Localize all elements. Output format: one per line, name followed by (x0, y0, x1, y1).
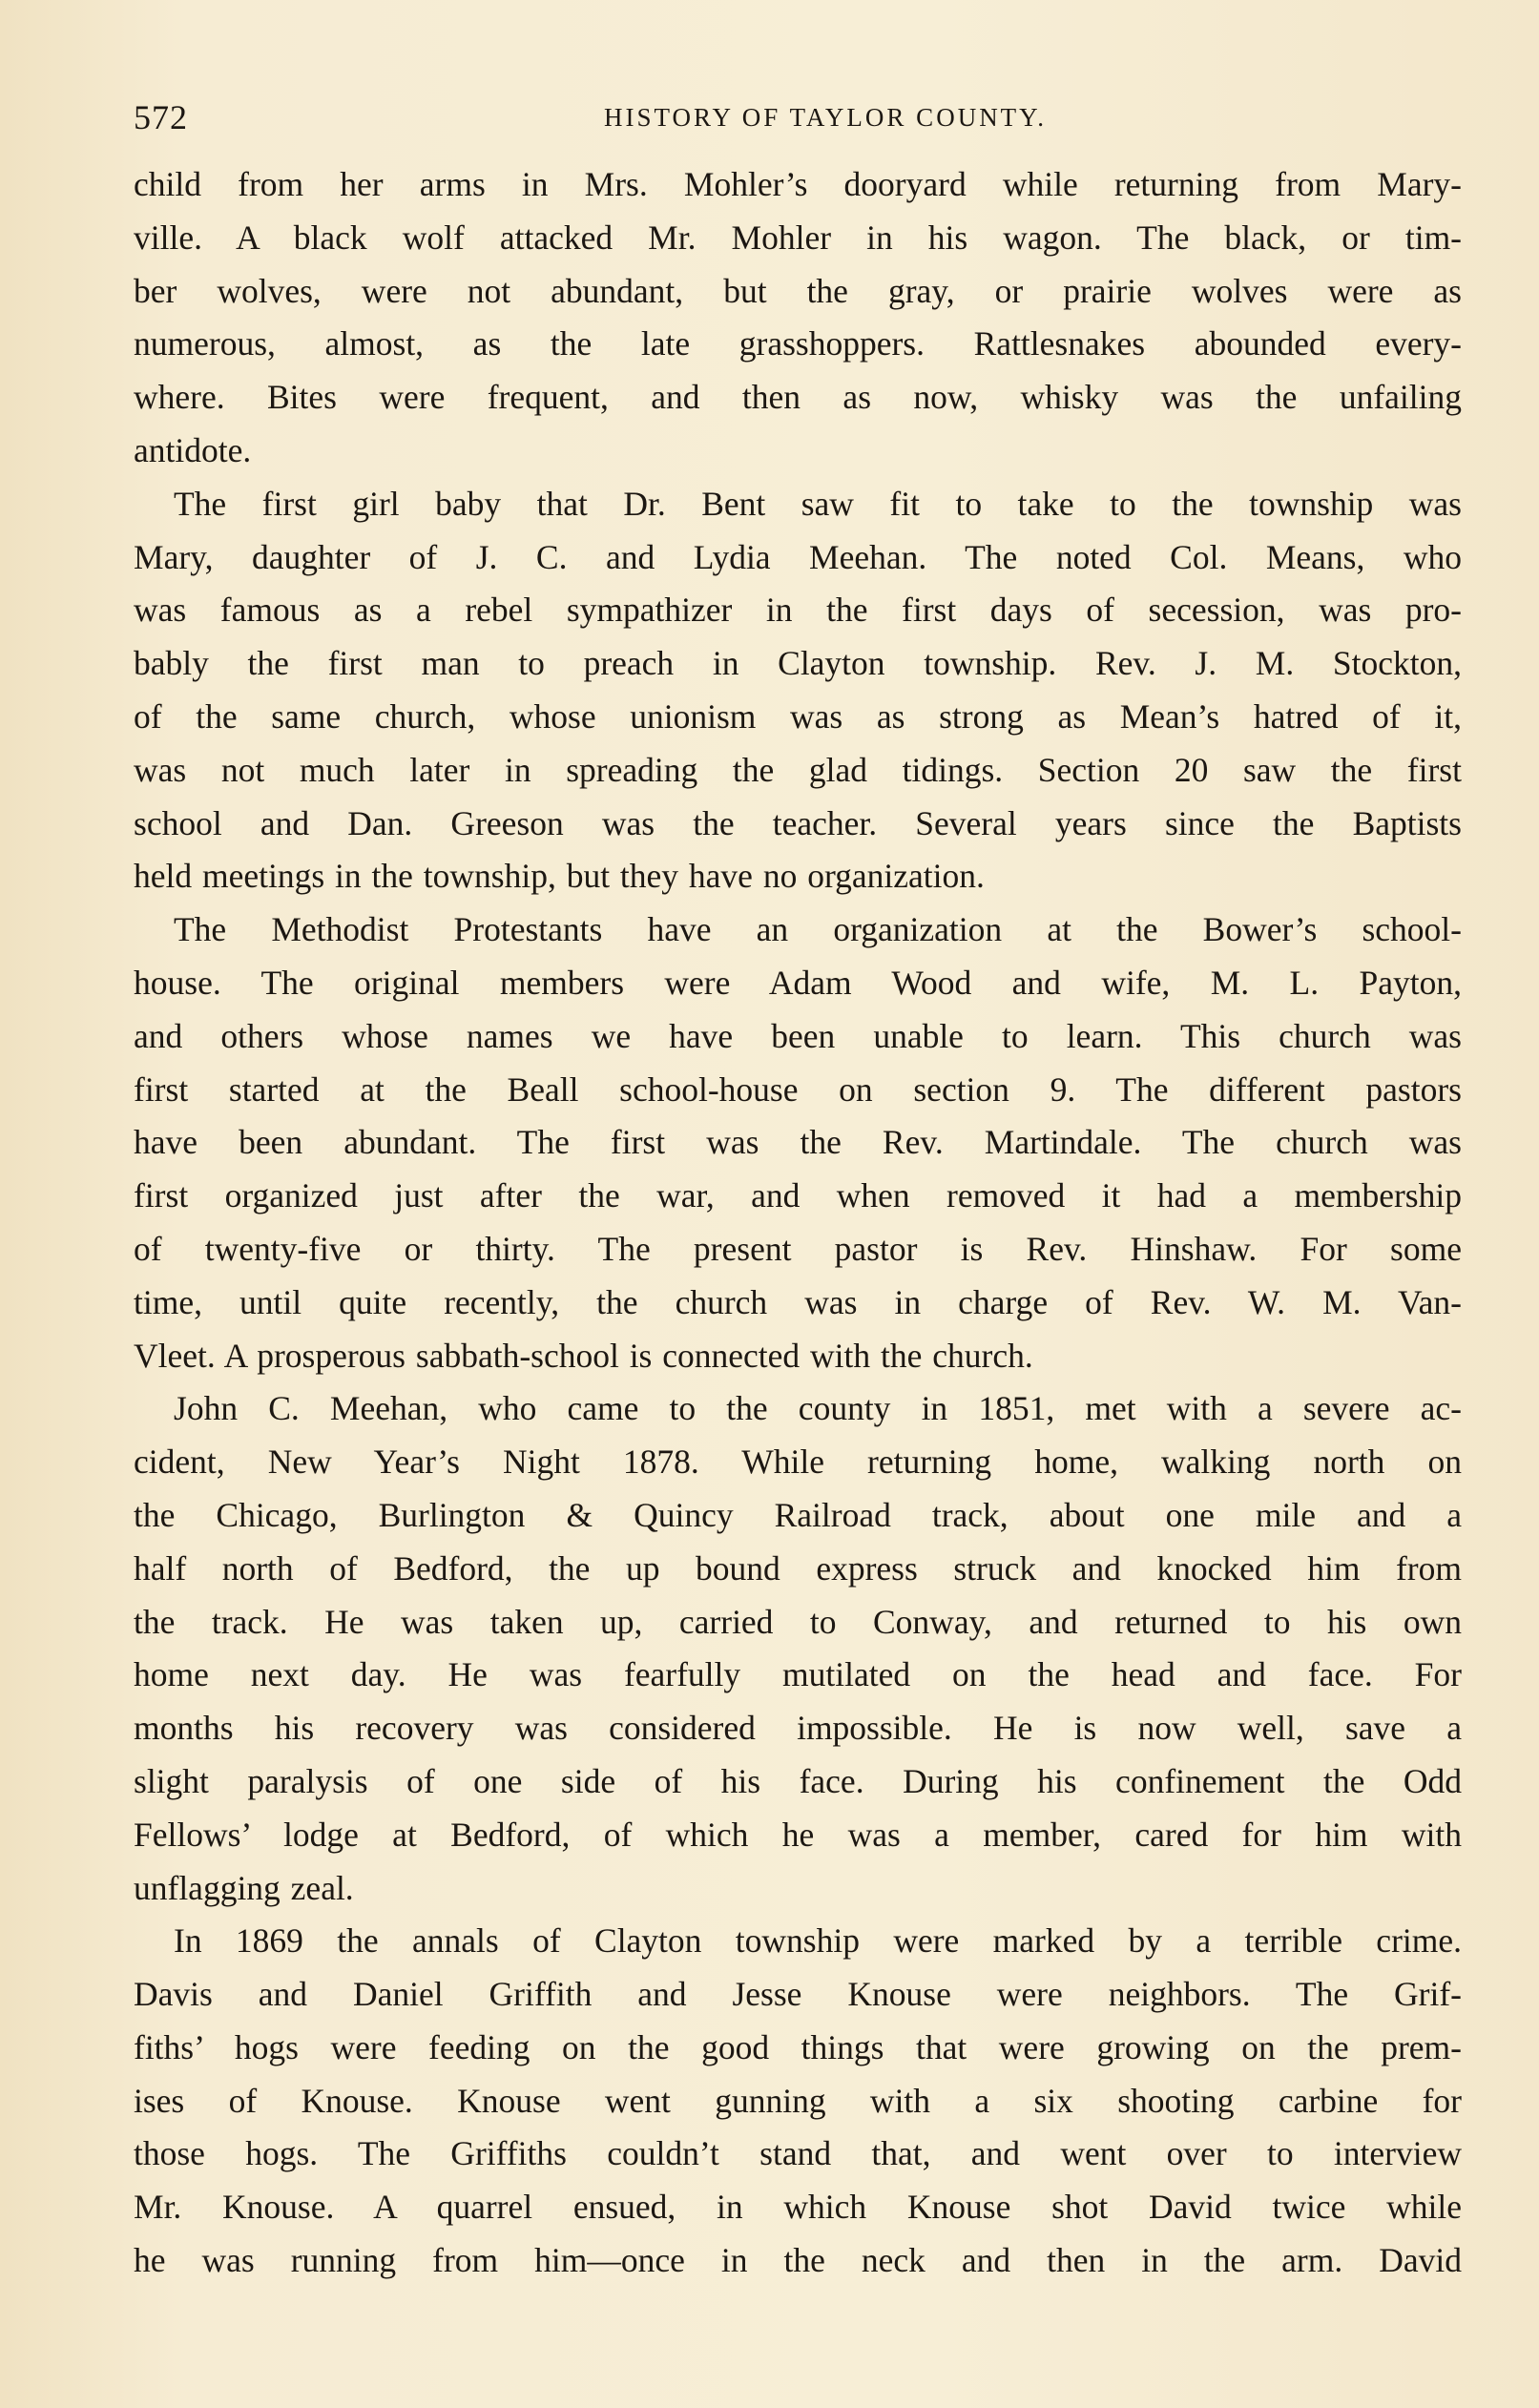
text-line: slight paralysis of one side of his face. During his confinement the Odd (134, 1761, 1462, 1800)
text-line: The Methodist Protestants have an organization at the Bower’s school- (174, 910, 1462, 949)
text-line: In 1869 the annals of Clayton township were marked by a terrible crime. (174, 1921, 1462, 1961)
text-line: antidote. (134, 430, 252, 469)
paragraph (134, 1382, 1462, 1915)
text-line: ises of Knouse. Knouse went gunning with a six shooting carbine for (134, 2081, 1462, 2120)
text-line: home next day. He was fearfully mutilated on the head and face. For (134, 1655, 1462, 1694)
text-line: school and Dan. Greeson was the teacher. Several years since the Baptists (134, 803, 1462, 842)
text-line: first started at the Beall school-house on section 9. The different pastors (134, 1069, 1462, 1109)
text-line: unflagging zeal. (134, 1868, 354, 1907)
text-line: The first girl baby that Dr. Bent saw fit to take to the township was (174, 484, 1462, 523)
text-line: and others whose names we have been unable to learn. This church was (134, 1016, 1462, 1055)
text-line: first organized just after the war, and when removed it had a membership (134, 1176, 1462, 1215)
paragraph (134, 478, 1462, 903)
text-line: cident, New Year’s Night 1878. While returning home, walking north on (134, 1443, 1462, 1482)
page-number: 572 (134, 98, 188, 136)
text-line: half north of Bedford, the up bound express struck and knocked him from (134, 1548, 1462, 1588)
text-line: child from her arms in Mrs. Mohler’s dooryard while returning from Mary- (134, 165, 1462, 203)
text-line: was not much later in spreading the glad tidings. Section 20 saw the first (134, 750, 1462, 789)
page-header (134, 93, 1460, 141)
text-line: Davis and Daniel Griffith and Jesse Knouse were neighbors. The Grif- (134, 1975, 1462, 2014)
text-line: ville. A black wolf attacked Mr. Mohler in his wagon. The black, or tim- (134, 218, 1462, 257)
text-line: house. The original members were Adam Wood and wife, M. L. Payton, (134, 963, 1462, 1002)
text-line: have been abundant. The first was the Rev. Martindale. The church was (134, 1123, 1462, 1162)
text-line: of twenty-five or thirty. The present pastor is Rev. Hinshaw. For some (134, 1229, 1462, 1268)
text-line: those hogs. The Griffiths couldn’t stand that, and went over to interview (134, 2134, 1462, 2173)
text-line: fiths’ hogs were feeding on the good things that were growing on the prem- (134, 2027, 1462, 2066)
text-line: Fellows’ lodge at Bedford, of which he was a member, cared for him with (134, 1815, 1462, 1854)
text-line: months his recovery was considered impossible. He is now well, save a (134, 1709, 1462, 1748)
text-line: where. Bites were frequent, and then as now, whisky was the unfailing (134, 378, 1462, 417)
text-line: the Chicago, Burlington & Quincy Railroad track, about one mile and a (134, 1495, 1462, 1534)
text-line: bably the first man to preach in Clayton township. Rev. J. M. Stockton, (134, 644, 1462, 683)
text-line: numerous, almost, as the late grasshoppers. Rattlesnakes abounded every- (134, 324, 1462, 363)
text-line: held meetings in the township, but they have no organization. (134, 857, 985, 896)
text-line: John C. Meehan, who came to the county in 1851, met with a severe ac- (174, 1389, 1462, 1428)
text-line: he was running from him—once in the neck and then in the arm. David (134, 2241, 1462, 2280)
text-line: the track. He was taken up, carried to Conway, and returned to his own (134, 1602, 1462, 1641)
running-head: HISTORY OF TAYLOR COUNTY. (604, 103, 1047, 132)
paragraph (134, 903, 1462, 1382)
body-text (134, 158, 1462, 2288)
paragraph (134, 1915, 1462, 2288)
text-line: Mr. Knouse. A quarrel ensued, in which Knouse shot David twice while (134, 2188, 1462, 2227)
text-line: ber wolves, were not abundant, but the gray, or prairie wolves were as (134, 271, 1462, 310)
text-line: of the same church, whose unionism was as strong as Mean’s hatred of it, (134, 696, 1462, 736)
text-line: Vleet. A prosperous sabbath-school is connected with the church. (134, 1336, 1033, 1375)
text-line: was famous as a rebel sympathizer in the first days of secession, was pro- (134, 591, 1462, 630)
paragraph (134, 158, 1462, 478)
text-line: time, until quite recently, the church was in charge of Rev. W. M. Van- (134, 1282, 1462, 1321)
text-line: Mary, daughter of J. C. and Lydia Meehan. The noted Col. Means, who (134, 537, 1462, 576)
